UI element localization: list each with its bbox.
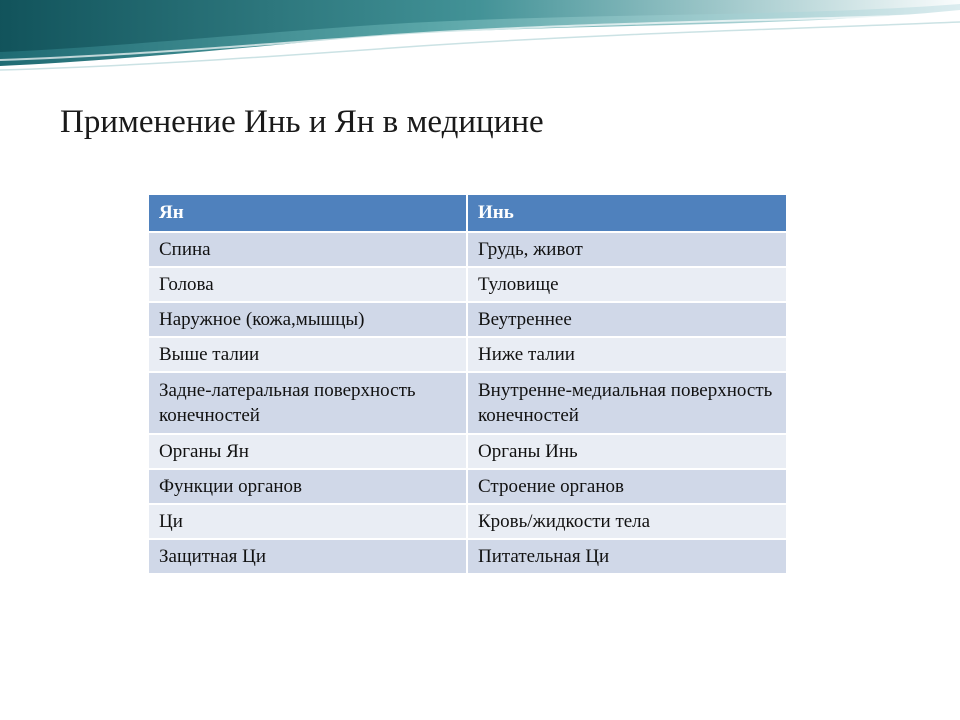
- cell-yin: Питательная Ци: [467, 539, 787, 574]
- cell-yang: Ци: [148, 504, 467, 539]
- table-row: [148, 539, 787, 574]
- cell-yin: Внутренне-медиальная поверхность конечностей: [467, 372, 787, 434]
- table-row: [148, 267, 787, 302]
- cell-yin: Грудь, живот: [467, 232, 787, 267]
- cell-yang: Функции органов: [148, 469, 467, 504]
- cell-yin: Органы Инь: [467, 434, 787, 469]
- cell-yang: Защитная Ци: [148, 539, 467, 574]
- yin-yang-table: [147, 193, 788, 575]
- cell-yin: Туловище: [467, 267, 787, 302]
- cell-yin: Кровь/жидкости тела: [467, 504, 787, 539]
- slide-title: Применение Инь и Ян в медицине: [60, 104, 544, 140]
- cell-yang: Выше талии: [148, 337, 467, 372]
- table-row: [148, 232, 787, 267]
- cell-yin: Ниже талии: [467, 337, 787, 372]
- table-row: [148, 302, 787, 337]
- table-row: [148, 504, 787, 539]
- cell-yang: Спина: [148, 232, 467, 267]
- cell-yin: Строение органов: [467, 469, 787, 504]
- header-yang: Ян: [148, 194, 467, 232]
- header-yin: Инь: [467, 194, 787, 232]
- cell-yang: Наружное (кожа,мышцы): [148, 302, 467, 337]
- table-row: [148, 469, 787, 504]
- table-row: [148, 337, 787, 372]
- table-row: [148, 434, 787, 469]
- cell-yang: Голова: [148, 267, 467, 302]
- table-row: [148, 372, 787, 434]
- cell-yin: Веутреннее: [467, 302, 787, 337]
- cell-yang: Задне-латеральная поверхность конечностей: [148, 372, 467, 434]
- decorative-wave-banner: [0, 0, 960, 78]
- table-header-row: [148, 194, 787, 232]
- cell-yang: Органы Ян: [148, 434, 467, 469]
